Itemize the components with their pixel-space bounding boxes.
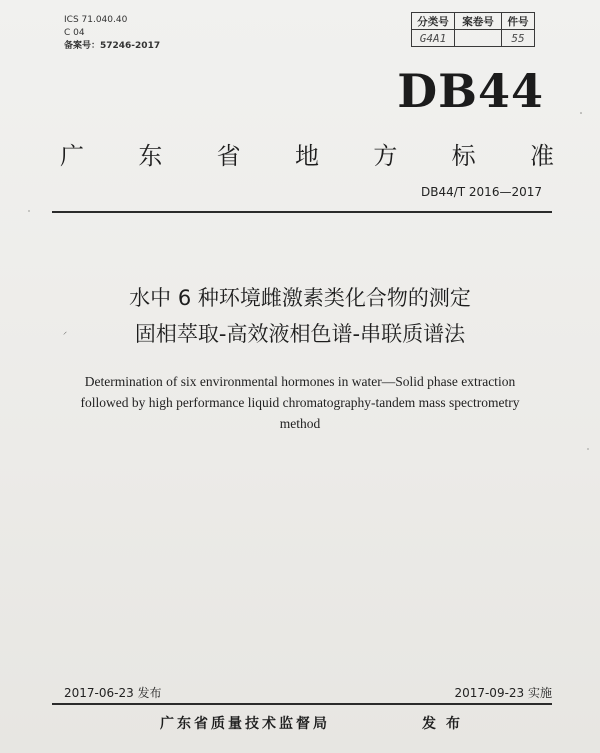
scan-speck	[587, 448, 589, 450]
scan-speck	[580, 112, 582, 114]
standard-type-char: 标	[451, 142, 476, 170]
issue-label: 发布	[422, 716, 470, 732]
standard-type-char: 准	[529, 142, 554, 170]
standard-type-char: 方	[373, 142, 398, 170]
chinese-title-line-1: 水中 6 种环境雌激素类化合物的测定	[129, 286, 471, 310]
english-title-line-2: followed by high performance liquid chromatography-tandem mass spectrometry	[80, 395, 520, 410]
publish-date: 2017-06-23 发布	[64, 686, 162, 700]
stamp-value-volume	[455, 30, 502, 47]
standard-type-char: 东	[138, 142, 163, 170]
stamp-value-item: 55	[502, 30, 535, 47]
record-number: 备案号：57246-2017	[64, 41, 161, 51]
stamp-header-item: 件号	[502, 13, 535, 30]
stamp-header-class: 分类号	[412, 13, 455, 30]
standard-type-char: 省	[216, 142, 241, 170]
standard-type-heading	[60, 136, 554, 171]
english-title-line-3: method	[279, 416, 321, 431]
english-title-line-1: Determination of six environmental hormones in water—Solid phase extraction	[84, 374, 516, 389]
ics-code: ICS 71.040.40	[64, 15, 128, 25]
standard-type-char: 广	[60, 142, 84, 170]
scan-speck	[28, 210, 30, 212]
bottom-divider	[52, 703, 552, 705]
scan-mark: ⸝	[63, 327, 67, 336]
archive-stamp	[411, 12, 535, 47]
stamp-header-volume: 案卷号	[455, 13, 502, 30]
implement-date: 2017-09-23 实施	[454, 686, 552, 700]
issuing-authority: 广东省质量技术监督局	[160, 716, 330, 732]
stamp-value-class: G4A1	[412, 30, 455, 47]
chinese-title	[0, 280, 600, 352]
standard-type-char: 地	[294, 142, 319, 170]
classification-info	[64, 14, 160, 53]
chinese-title-line-2: 固相萃取-高效液相色谱-串联质谱法	[134, 322, 466, 346]
db-code: DB44	[397, 64, 544, 118]
top-divider	[52, 211, 552, 213]
english-title	[50, 371, 550, 434]
ccs-code: C 04	[64, 28, 85, 38]
standard-number: DB44/T 2016—2017	[420, 185, 542, 199]
date-row	[64, 684, 552, 701]
